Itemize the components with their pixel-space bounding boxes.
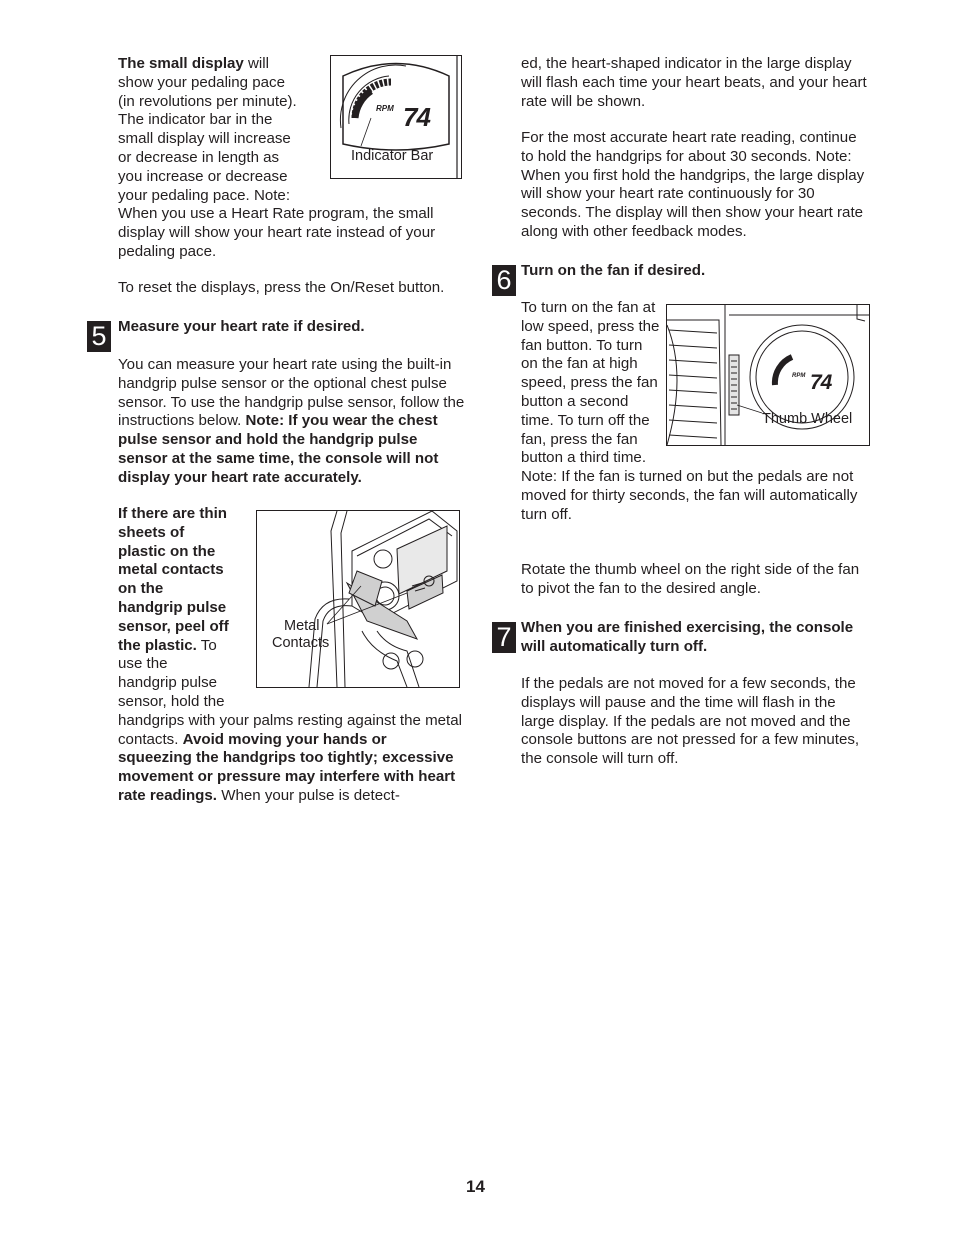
step-5-p2-bold-2: Avoid moving your hands or squeezing the handgrips too tightly; excessive movement or pressure may interfere with heart rate readings. [118, 730, 456, 804]
step-5-p2-bold-1: If there are thin sheets of plastic on the metal contacts on the handgrip pulse sensor, peel off the plastic. [118, 505, 229, 654]
small-display-text: will show your pedaling pace (in revolutions per minute). The indicator bar in the small display will increase or decrease in length as you increase or decrease your pedaling pace. Note: When you use a Heart Rate program, the small display will show your heart rate instead of your pedaling pace. [118, 55, 436, 260]
step-6-badge: 6 [492, 265, 516, 296]
step-6-heading [521, 262, 871, 281]
step-5-badge: 5 [87, 321, 111, 352]
thumb-wheel-label: Thumb Wheel [762, 411, 853, 427]
metal-contacts-label-2: Contacts [272, 635, 330, 651]
small-display-term: The small display [118, 55, 244, 72]
step-5-p2-text-2: When your pulse is detect- [217, 786, 400, 804]
step-5-paragraph-2 [118, 505, 463, 806]
rpm-text: RPM [376, 104, 394, 113]
metal-contacts-label-1: Metal [284, 618, 320, 634]
accuracy-paragraph: For the most accurate heart rate reading, continue to hold the handgrips for about 30 seconds. Note: When you first hold the handgrips, the large display will show your heart rate continuously for 30 seconds. The display will then show your heart rate along with other feedback modes. [521, 129, 865, 240]
figure-spacer [661, 299, 871, 454]
step-5-heading [118, 318, 463, 337]
step-6-p1-text: To turn on the fan at low speed, press the fan button. To turn on the fan at high speed, press the fan button a second time. To turn off the fan, press the fan button a third time. Note: If the fan is turned on but the pedals are not moved for thirty seconds, the fan will automatically turn off. [521, 299, 858, 523]
page-number: 14 [466, 1177, 485, 1196]
step-5-p2-text-1: To use the handgrip pulse sensor, hold the handgrips with your palms resting against the metal contacts. [118, 636, 462, 748]
rpm-text-2: RPM [792, 373, 806, 379]
step-7-heading [521, 619, 871, 657]
step-6-paragraph-1 [521, 299, 871, 525]
step-7-heading-text: When you are finished exercising, the console will automatically turn off. [521, 619, 854, 655]
heart-rate-continued: ed, the heart-shaped indicator in the large display will flash each time your heart beats, and your heart rate will be shown. [521, 55, 867, 110]
step-7-paragraph: If the pedals are not moved for a few seconds, the displays will pause and the time will flash in the large display. If the pedals are not moved and the console buttons are not pressed for a few minutes, the console will turn off. [521, 675, 860, 768]
step-5-p1-text: You can measure your heart rate using the built-in handgrip pulse sensor or the optional chest pulse sensor. To use the handgrip pulse sensor, follow the instructions below. [118, 356, 465, 430]
rpm-value: 74 [403, 102, 430, 132]
step-6-paragraph-2: Rotate the thumb wheel on the right side of the fan to pivot the fan to the desired angle. [521, 561, 860, 597]
rpm-value-2: 74 [810, 371, 832, 394]
step-5-p1-note: Note: If you wear the chest pulse sensor and hold the handgrip pulse sensor at the same time, the console will not display your heart rate accurately. [118, 412, 439, 486]
step-6-heading-text: Turn on the fan if desired. [521, 262, 706, 279]
reset-paragraph: To reset the displays, press the On/Reset button. [118, 279, 445, 296]
step-7-badge: 7 [492, 622, 516, 653]
step-5-heading-text: Measure your heart rate if desired. [118, 318, 365, 335]
figure-spacer [230, 505, 463, 700]
indicator-bar-figure [330, 55, 462, 179]
indicator-bar-label: Indicator Bar [351, 148, 434, 164]
step-5-paragraph-1 [118, 356, 465, 488]
